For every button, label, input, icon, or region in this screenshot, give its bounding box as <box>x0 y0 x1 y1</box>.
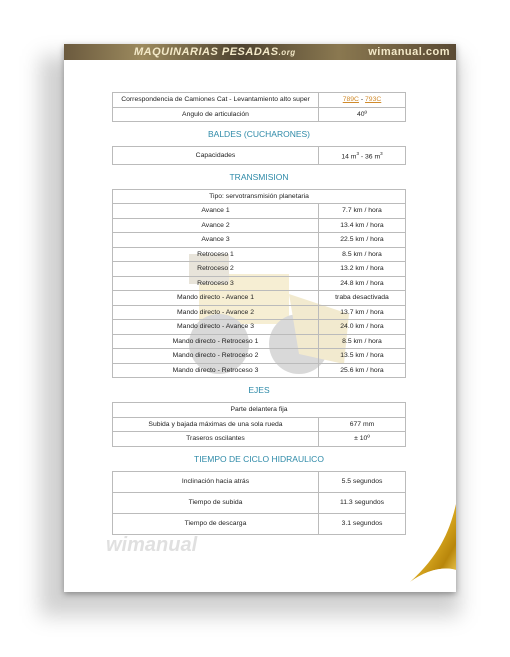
row-label: Subida y bajada máximas de una sola rueda <box>113 417 319 432</box>
table-row <box>113 471 406 492</box>
capacity-max: - 36 m <box>358 153 381 161</box>
link-separator: - <box>358 96 366 103</box>
row-label: Avance 2 <box>113 218 319 233</box>
table-row <box>113 305 406 320</box>
table-row <box>113 204 406 219</box>
row-label: Angulo de articulación <box>113 107 319 122</box>
table-row <box>113 291 406 306</box>
row-value: 24.8 km / hora <box>319 276 406 291</box>
capacity-value <box>319 147 406 165</box>
row-label: Avance 3 <box>113 233 319 248</box>
capacity-min-unit-exponent: 3 <box>356 151 359 156</box>
table-row <box>113 363 406 378</box>
table-header-cell: Tipo: servotransmisión planetaria <box>113 189 406 204</box>
row-label: Mando directo - Retroceso 1 <box>113 334 319 349</box>
row-label: Mando directo - Retroceso 2 <box>113 349 319 364</box>
truck-links-cell <box>319 93 406 108</box>
table-row <box>113 417 406 432</box>
row-value: 3.1 segundos <box>319 513 406 534</box>
row-value: 677 mm <box>319 417 406 432</box>
row-label: Mando directo - Avance 3 <box>113 320 319 335</box>
row-label: Retroceso 2 <box>113 262 319 277</box>
table-row <box>113 276 406 291</box>
row-value: 13.4 km / hora <box>319 218 406 233</box>
capacity-max-unit-exponent: 3 <box>380 151 383 156</box>
table-row <box>113 492 406 513</box>
page-curl-icon <box>400 500 460 590</box>
banner-brand-text: MAQUINARIAS PESADAS <box>134 46 279 58</box>
row-value: 22.5 km / hora <box>319 233 406 248</box>
row-value: 11.3 segundos <box>319 492 406 513</box>
row-value: 25.6 km / hora <box>319 363 406 378</box>
table-row <box>113 320 406 335</box>
table-row <box>113 93 406 108</box>
row-value: 7.7 km / hora <box>319 204 406 219</box>
table-header-cell: Parte delantera fija <box>113 403 406 418</box>
section-title-ciclo: TIEMPO DE CICLO HIDRAULICO <box>194 453 324 464</box>
baldes-table <box>112 146 406 165</box>
row-label: Traseros oscilantes <box>113 432 319 447</box>
top-spec-table <box>112 92 406 122</box>
table-row <box>113 107 406 122</box>
document-page <box>64 44 456 592</box>
row-label: Mando directo - Avance 1 <box>113 291 319 306</box>
spec-content <box>112 92 406 535</box>
table-row <box>113 233 406 248</box>
table-row <box>113 349 406 364</box>
header-banner <box>64 44 456 60</box>
row-value: ± 10º <box>319 432 406 447</box>
section-title-transmision: TRANSMISION <box>229 171 289 182</box>
row-label: Mando directo - Retroceso 3 <box>113 363 319 378</box>
banner-brand-suffix: .org <box>278 48 296 57</box>
row-value: 5.5 segundos <box>319 471 406 492</box>
row-label: Retroceso 3 <box>113 276 319 291</box>
section-title-ejes: EJES <box>248 385 270 396</box>
table-row <box>113 432 406 447</box>
table-row <box>113 247 406 262</box>
ciclo-table <box>112 471 406 535</box>
table-row <box>113 513 406 534</box>
table-row <box>113 403 406 418</box>
section-title-baldes: BALDES (CUCHARONES) <box>207 129 311 139</box>
row-value: traba desactivada <box>319 291 406 306</box>
row-value: 24.0 km / hora <box>319 320 406 335</box>
ejes-table <box>112 402 406 447</box>
row-value: 13.2 km / hora <box>319 262 406 277</box>
capacity-min: 14 m <box>341 153 357 161</box>
wimanual-watermark-logo: wimanual <box>106 534 198 556</box>
table-row <box>113 262 406 277</box>
row-label: Capacidades <box>113 147 319 165</box>
table-row <box>113 218 406 233</box>
table-row <box>113 334 406 349</box>
banner-brand <box>134 44 296 60</box>
row-value: 13.7 km / hora <box>319 305 406 320</box>
row-value: 8.5 km / hora <box>319 334 406 349</box>
banner-site: wimanual.com <box>368 46 450 58</box>
transmision-table <box>112 189 406 379</box>
row-value: 8.5 km / hora <box>319 247 406 262</box>
link-789c[interactable]: 789C <box>342 96 359 103</box>
row-label: Tiempo de subida <box>113 492 319 513</box>
table-row <box>113 147 406 165</box>
row-value: 40º <box>319 107 406 122</box>
link-793c[interactable]: 793C <box>365 96 382 103</box>
row-label: Inclinación hacia atrás <box>113 471 319 492</box>
row-label: Mando directo - Avance 2 <box>113 305 319 320</box>
table-row <box>113 189 406 204</box>
row-value: 13.5 km / hora <box>319 349 406 364</box>
row-label: Tiempo de descarga <box>113 513 319 534</box>
row-label: Retroceso 1 <box>113 247 319 262</box>
row-label: Correspondencia de Camiones Cat - Levantamiento alto super <box>113 93 319 108</box>
row-label: Avance 1 <box>113 204 319 219</box>
